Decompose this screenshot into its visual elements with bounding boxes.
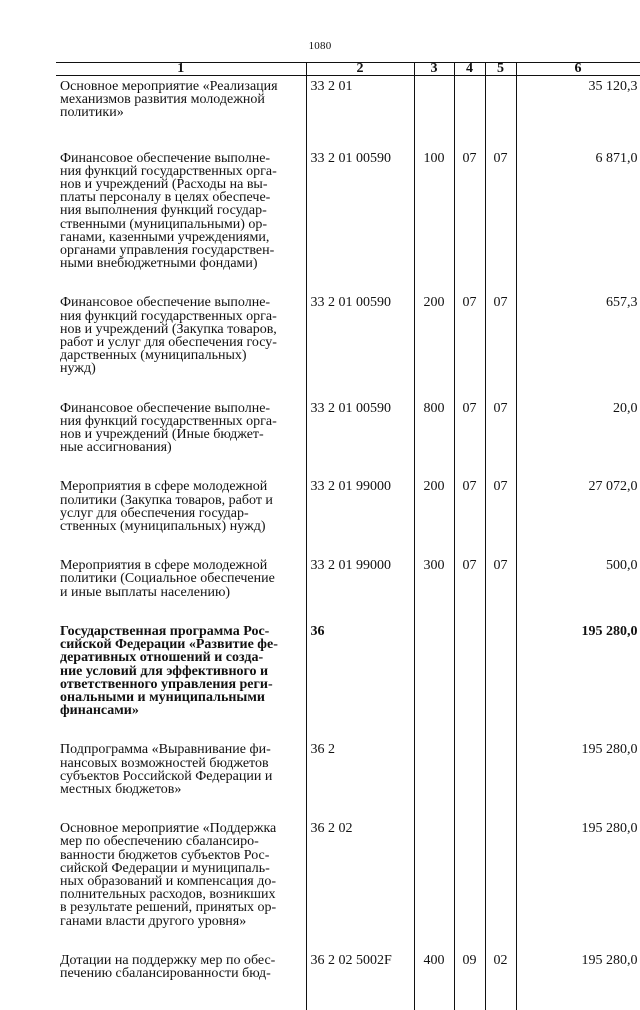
row-col3-cell — [414, 818, 454, 950]
row-amount-cell: 500,0 — [516, 555, 640, 621]
row-name-cell: Подпрограмма «Выравнивание фи- нансовых возможностей бюджетов субъектов Российской Федерации и местных бюджетов» — [56, 739, 306, 818]
row-col5-cell: 02 — [485, 950, 516, 1010]
row-code-cell: 36 2 02 5002F — [306, 950, 414, 1010]
row-name-cell: Дотации на поддержку мер по обес- печению сбалансированности бюд- — [56, 950, 306, 1010]
row-col4-cell — [454, 818, 485, 950]
row-name-cell: Основное мероприятие «Поддержка мер по обеспечению сбалансиро- ванности бюджетов субъектов Рос- сийской Федерации и муниципаль- ных образований и компенсация до- полнительных расходов, возникших в результате решений, принятых ор- ганами власти другого уровня» — [56, 818, 306, 950]
table-row — [56, 292, 640, 397]
row-col3-cell: 200 — [414, 292, 454, 397]
row-col5-cell: 07 — [485, 148, 516, 293]
row-name-cell: Финансовое обеспечение выполне- ния функций государственных орга- нов и учреждений (Расходы на вы- платы персоналу в целях обеспече- ния выполнения функций государ- ственными (муниципальными) ор- ганами, казенными учреждениями, органами управления государствен- ными внебюджетными фондами) — [56, 148, 306, 293]
row-name-cell: Государственная программа Рос- сийской Федерации «Развитие фе- деративных отношений и созда- ние условий для эффективного и ответственного управления реги- ональными и муниципальными финансами» — [56, 621, 306, 739]
row-col3-cell: 100 — [414, 148, 454, 293]
row-col5-cell: 07 — [485, 555, 516, 621]
row-col5-cell: 07 — [485, 476, 516, 555]
header-col-5: 5 — [485, 63, 516, 76]
row-amount-cell: 20,0 — [516, 398, 640, 477]
row-code-cell: 36 2 — [306, 739, 414, 818]
table-row — [56, 148, 640, 293]
header-col-2: 2 — [306, 63, 414, 76]
row-col3-cell: 200 — [414, 476, 454, 555]
row-code-cell: 33 2 01 — [306, 76, 414, 148]
table-body — [56, 76, 640, 1010]
row-name-cell: Финансовое обеспечение выполне- ния функций государственных орга- нов и учреждений (Закупка товаров, работ и услуг для обеспечения госу- дарственных (муниципальных) нужд) — [56, 292, 306, 397]
row-col3-cell: 300 — [414, 555, 454, 621]
row-amount-cell: 35 120,3 — [516, 76, 640, 148]
row-col5-cell — [485, 818, 516, 950]
row-name-cell: Мероприятия в сфере молодежной политики (Социальное обеспечение и иные выплаты населению) — [56, 555, 306, 621]
row-amount-cell: 657,3 — [516, 292, 640, 397]
row-col3-cell — [414, 621, 454, 739]
header-col-6: 6 — [516, 63, 640, 76]
row-col4-cell — [454, 76, 485, 148]
row-col3-cell — [414, 76, 454, 148]
column-number-header-row — [56, 63, 640, 76]
row-code-cell: 33 2 01 00590 — [306, 398, 414, 477]
row-name-cell: Основное мероприятие «Реализация механизмов развития молодежной политики» — [56, 76, 306, 148]
row-amount-cell: 6 871,0 — [516, 148, 640, 293]
row-col4-cell: 07 — [454, 148, 485, 293]
row-col4-cell: 07 — [454, 292, 485, 397]
row-col4-cell — [454, 739, 485, 818]
row-col4-cell: 07 — [454, 476, 485, 555]
budget-table-container — [56, 62, 640, 1010]
row-amount-cell: 195 280,0 — [516, 739, 640, 818]
row-col5-cell — [485, 739, 516, 818]
row-col5-cell: 07 — [485, 398, 516, 477]
row-amount-cell: 195 280,0 — [516, 621, 640, 739]
row-code-cell: 33 2 01 99000 — [306, 476, 414, 555]
row-code-cell: 36 — [306, 621, 414, 739]
row-col3-cell: 800 — [414, 398, 454, 477]
row-amount-cell: 195 280,0 — [516, 818, 640, 950]
budget-table — [56, 62, 640, 1010]
row-code-cell: 33 2 01 99000 — [306, 555, 414, 621]
row-code-cell: 33 2 01 00590 — [306, 148, 414, 293]
table-row — [56, 398, 640, 477]
header-col-3: 3 — [414, 63, 454, 76]
table-row — [56, 621, 640, 739]
row-col4-cell: 09 — [454, 950, 485, 1010]
row-name-cell: Мероприятия в сфере молодежной политики (Закупка товаров, работ и услуг для обеспечения государ- ственных (муниципальных) нужд) — [56, 476, 306, 555]
row-col4-cell — [454, 621, 485, 739]
table-row — [56, 76, 640, 148]
table-row — [56, 818, 640, 950]
row-col5-cell — [485, 76, 516, 148]
page-number: 1080 — [0, 40, 640, 52]
row-col3-cell: 400 — [414, 950, 454, 1010]
table-row — [56, 950, 640, 1010]
row-code-cell: 36 2 02 — [306, 818, 414, 950]
table-row — [56, 476, 640, 555]
table-row — [56, 739, 640, 818]
row-name-cell: Финансовое обеспечение выполне- ния функций государственных орга- нов и учреждений (Иные бюджет- ные ассигнования) — [56, 398, 306, 477]
header-col-1: 1 — [56, 63, 306, 76]
header-col-4: 4 — [454, 63, 485, 76]
row-amount-cell: 27 072,0 — [516, 476, 640, 555]
row-col4-cell: 07 — [454, 555, 485, 621]
row-col5-cell — [485, 621, 516, 739]
row-amount-cell: 195 280,0 — [516, 950, 640, 1010]
row-code-cell: 33 2 01 00590 — [306, 292, 414, 397]
table-row — [56, 555, 640, 621]
row-col4-cell: 07 — [454, 398, 485, 477]
row-col5-cell: 07 — [485, 292, 516, 397]
row-col3-cell — [414, 739, 454, 818]
